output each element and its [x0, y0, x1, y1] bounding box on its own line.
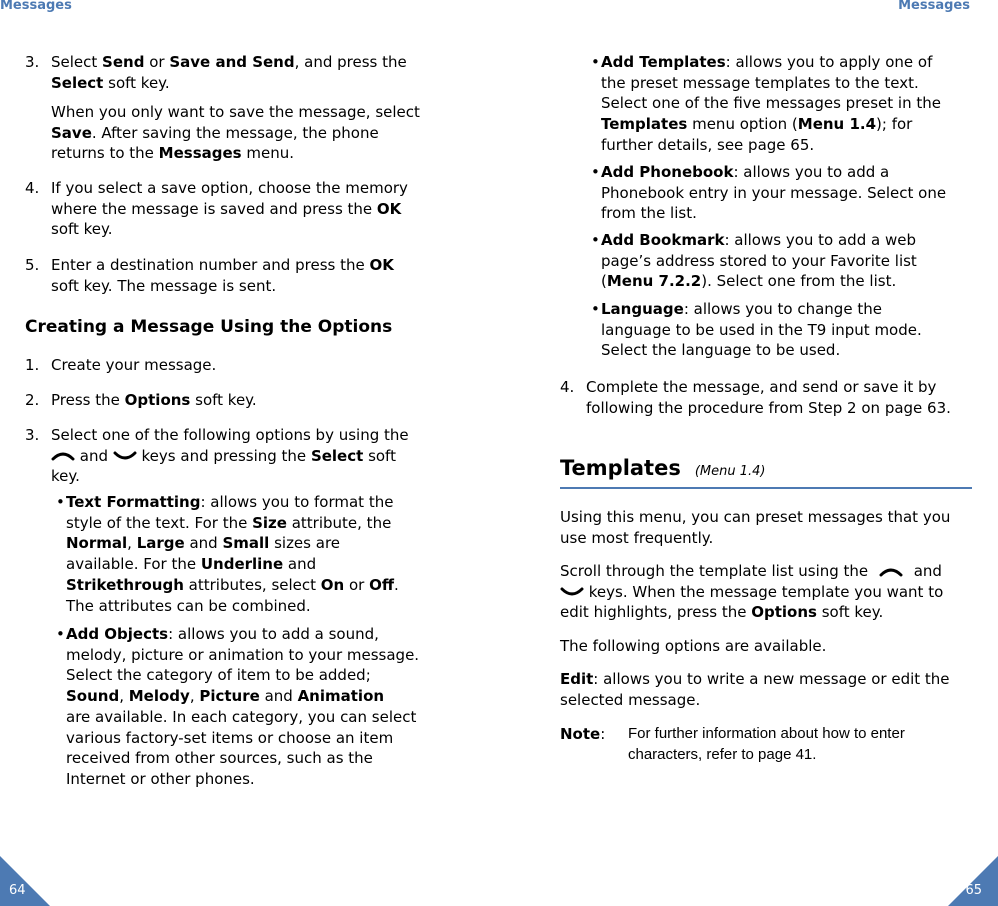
text: returns to the — [51, 144, 159, 163]
text: are available. In each category, you can select — [66, 707, 417, 726]
text: Language — [601, 300, 684, 318]
option-step-1 — [25, 355, 466, 376]
text: OK — [376, 199, 402, 218]
bullet-add-phonebook — [560, 162, 998, 224]
text: received from other sources, such as the — [66, 749, 373, 768]
text: from the list. — [601, 204, 697, 223]
text: Small — [222, 534, 270, 553]
text: , and press the — [294, 53, 407, 71]
text: keys and pressing the — [136, 446, 311, 465]
text: , — [127, 534, 137, 553]
text: The attributes can be combined. — [66, 596, 311, 615]
text: melody, picture or animation to your message. — [66, 645, 420, 664]
text: and — [259, 687, 298, 706]
text: Add Objects — [66, 625, 169, 643]
text: or — [344, 575, 370, 594]
bullet: • — [56, 625, 65, 643]
text: Melody — [128, 687, 190, 706]
text: : allows you to write a new message or edit the — [593, 670, 950, 688]
text: attributes, select — [183, 575, 321, 594]
text: Add Templates — [601, 53, 726, 71]
note — [560, 724, 998, 765]
text: Select — [310, 446, 364, 465]
text: Enter a destination number and press the — [51, 256, 370, 274]
up-key-icon — [879, 567, 903, 577]
text: Phonebook entry in your message. Select one — [601, 183, 947, 202]
text: the preset message templates to the text. — [601, 73, 919, 92]
text: Select one of the five messages preset in the — [601, 94, 941, 113]
text: and — [283, 555, 317, 574]
text: Add Phonebook — [601, 163, 734, 181]
text: Edit — [560, 670, 594, 688]
templates-intro — [560, 507, 972, 548]
text: Using this menu, you can preset messages that you — [560, 508, 951, 526]
right-page-corner — [948, 856, 998, 906]
text: . — [394, 575, 399, 594]
text: selected message. — [560, 690, 701, 709]
section-title-options: Creating a Message Using the Options — [25, 317, 393, 337]
step-number: 3. — [25, 426, 40, 444]
text: : allows you to add a web — [724, 231, 916, 249]
text: Sound — [66, 687, 120, 706]
text: style of the text. For the — [66, 513, 253, 532]
option-step-2 — [25, 390, 466, 411]
text: soft key. — [816, 603, 884, 622]
left-page-header: Messages — [0, 0, 72, 13]
menu-reference: (Menu 1.4) — [694, 464, 766, 479]
text: characters, refer to page 41. — [628, 745, 817, 763]
text: sizes are — [269, 534, 341, 553]
text: Complete the message, and send or save it by — [586, 378, 937, 396]
bullet: • — [591, 231, 600, 249]
text: various factory-set items or choose an item — [66, 728, 394, 747]
bullet: • — [591, 163, 600, 181]
note-label: Note — [560, 725, 601, 743]
text: menu. — [241, 144, 294, 163]
step-number: 4. — [25, 179, 40, 197]
text: , — [189, 687, 200, 706]
step-3-send — [25, 52, 466, 93]
text: Menu 7.2.2 — [606, 272, 702, 291]
text: On — [320, 575, 345, 594]
text: key. — [51, 467, 80, 486]
text: Templates — [601, 115, 688, 134]
text: Options — [751, 603, 817, 622]
text: or — [144, 53, 170, 71]
text: and — [908, 562, 942, 580]
text: Text Formatting — [66, 493, 201, 511]
text: Select one of the following options by using the — [51, 426, 409, 444]
step-4-memory — [25, 178, 466, 240]
text: language to be used in the T9 input mode. — [601, 320, 922, 339]
text: ( — [601, 272, 607, 291]
left-page-number: 64 — [9, 883, 26, 898]
text: Animation — [297, 687, 385, 706]
text: Messages — [158, 144, 242, 163]
step-number: 3. — [25, 53, 40, 71]
text: Select the language to be used. — [601, 341, 841, 360]
text: soft key. — [103, 73, 170, 92]
text: ); for — [876, 115, 913, 134]
heading-rule — [560, 487, 972, 489]
right-page-header: Messages — [898, 0, 970, 13]
text: Off — [369, 575, 395, 594]
text: , — [119, 687, 129, 706]
templates-heading — [560, 458, 972, 489]
bullet-text-formatting — [25, 492, 481, 616]
step-number: 4. — [560, 378, 575, 396]
text: When you only want to save the message, select — [51, 103, 420, 121]
text: Internet or other phones. — [66, 769, 255, 788]
step-number: 5. — [25, 256, 40, 274]
text: Strikethrough — [66, 575, 184, 594]
text: keys. When the message template you want to — [584, 582, 944, 601]
text: where the message is saved and press the — [51, 199, 377, 218]
text: Size — [252, 513, 287, 532]
text: : allows you to add a sound, — [168, 625, 379, 643]
text: OK — [369, 256, 394, 274]
step-4-complete — [560, 377, 998, 418]
text: following the procedure from Step 2 on page 63. — [586, 398, 951, 417]
text: If you select a save option, choose the memory — [51, 179, 408, 197]
text: page’s address stored to your Favorite list — [601, 251, 917, 270]
text: Create your message. — [51, 356, 217, 374]
text: For further information about how to enter — [628, 725, 905, 742]
text: soft key. — [51, 220, 113, 239]
section-title-templates: Templates — [560, 456, 681, 480]
left-page-corner — [0, 856, 50, 906]
text: use most frequently. — [560, 528, 714, 547]
down-key-icon — [113, 451, 137, 461]
text: Scroll through the template list using the — [560, 562, 873, 580]
bullet-add-objects — [25, 624, 481, 790]
text: edit highlights, press the — [560, 603, 752, 622]
text: Large — [136, 534, 185, 553]
text: . After saving the message, the phone — [91, 123, 379, 142]
text: soft — [363, 446, 396, 465]
text: Normal — [66, 534, 128, 553]
text: Select the category of item to be added; — [66, 666, 371, 685]
bullet: • — [56, 493, 65, 511]
text: Save and Send — [169, 53, 295, 71]
text: menu option ( — [687, 115, 798, 134]
options-available-text: The following options are available. — [560, 637, 827, 655]
bullet: • — [591, 53, 600, 71]
text: Send — [102, 53, 145, 71]
text: further details, see page 65. — [601, 135, 815, 154]
step-number: 1. — [25, 356, 40, 374]
step-5-destination — [25, 255, 466, 296]
text: Press the — [51, 391, 125, 409]
text: ). Select one from the list. — [701, 272, 897, 291]
option-step-3 — [25, 425, 466, 487]
text: and — [75, 446, 113, 465]
step-number: 2. — [25, 391, 40, 409]
text: Underline — [200, 555, 284, 574]
text: Menu 1.4 — [797, 115, 877, 134]
text: : allows you to apply one of — [725, 53, 933, 71]
bullet: • — [591, 300, 600, 318]
down-key-icon — [560, 587, 584, 597]
text: Save — [51, 123, 92, 142]
text: : allows you to format the — [200, 493, 394, 511]
text: soft key. — [190, 391, 257, 409]
up-key-icon — [51, 451, 75, 461]
right-page-number: 65 — [965, 883, 982, 898]
edit-option — [560, 669, 972, 710]
text: Select — [51, 73, 104, 92]
text: Options — [124, 391, 191, 409]
text: available. For the — [66, 555, 201, 574]
text: : allows you to change the — [683, 300, 882, 318]
text: soft key. The message is sent. — [51, 276, 277, 295]
text: : allows you to add a — [733, 163, 890, 181]
bullet-language — [560, 299, 998, 361]
text: Add Bookmark — [601, 231, 725, 249]
text: : — [600, 725, 606, 743]
bullet-add-templates — [560, 52, 998, 156]
text: Picture — [199, 687, 260, 706]
bullet-add-bookmark — [560, 230, 998, 292]
text: Select — [51, 53, 103, 71]
text: attribute, the — [286, 513, 392, 532]
templates-scroll-instructions — [560, 561, 972, 623]
step-3-note — [25, 102, 466, 164]
text: and — [184, 534, 223, 553]
